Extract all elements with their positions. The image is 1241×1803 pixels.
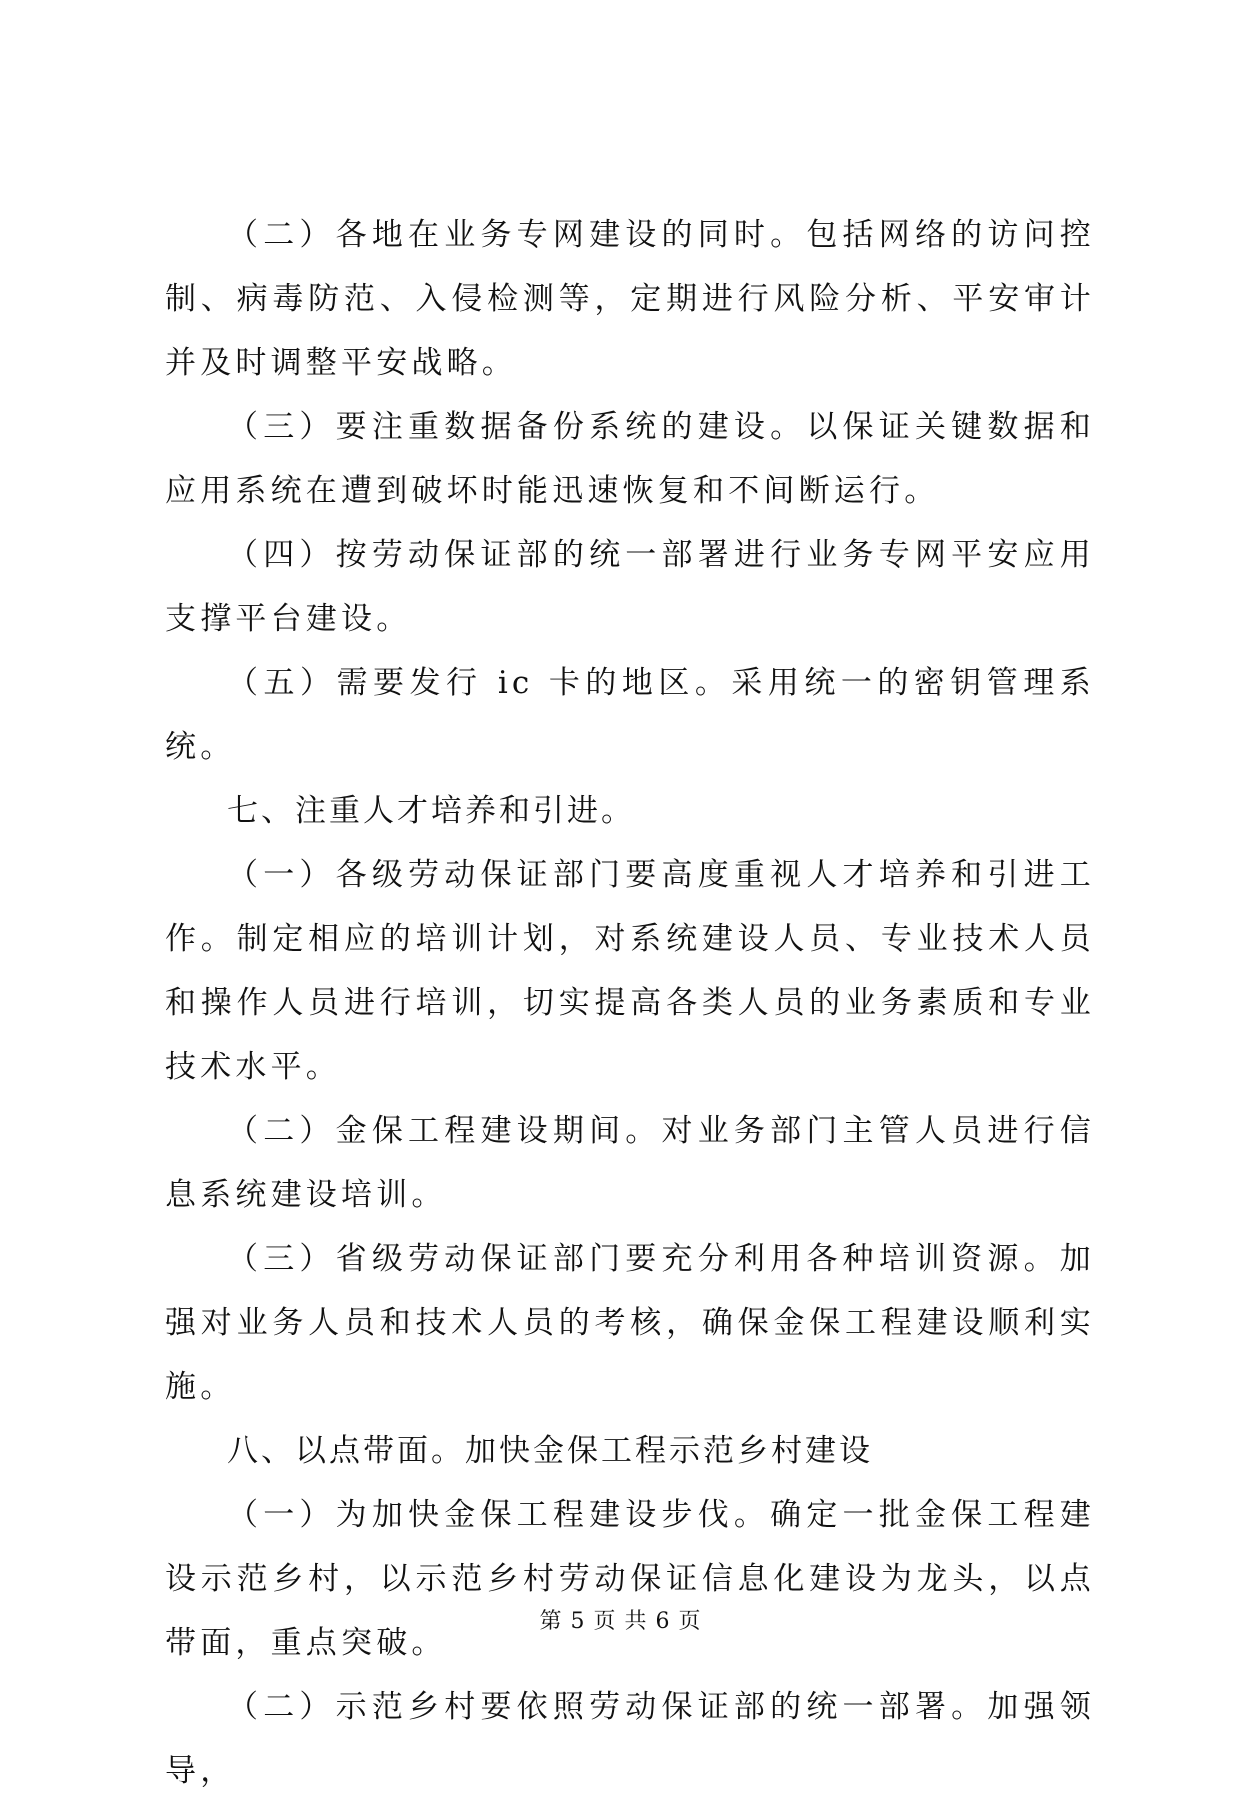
paragraph-4-support-platform: （四）按劳动保证部的统一部署进行业务专网平安应用支撑平台建设。 xyxy=(165,537,1095,637)
document-body xyxy=(165,203,1095,1803)
section-heading-8: 八、以点带面。加快金保工程示范乡村建设 xyxy=(227,1433,873,1469)
paragraph-3-data-backup: （三）要注重数据备份系统的建设。以保证关键数据和应用系统在遭到破坏时能迅速恢复和不间断运行。 xyxy=(165,409,1095,509)
paragraph-7-2-system-training: （二）金保工程建设期间。对业务部门主管人员进行信息系统建设培训。 xyxy=(165,1113,1095,1213)
paragraph-8-2-deployment: （二）示范乡村要依照劳动保证部的统一部署。加强领导， xyxy=(165,1689,1095,1789)
section-heading-7: 七、注重人才培养和引进。 xyxy=(227,793,635,829)
paragraph-7-3-training-resources: （三）省级劳动保证部门要充分利用各种培训资源。加强对业务人员和技术人员的考核，确保金保工程建设顺利实施。 xyxy=(165,1241,1095,1405)
paragraph-5-ic-card: （五）需要发行 ic 卡的地区。采用统一的密钥管理系统。 xyxy=(165,665,1095,765)
paragraph-8-1-demo-villages: （一）为加快金保工程建设步伐。确定一批金保工程建设示范乡村，以示范乡村劳动保证信息化建设为龙头，以点带面，重点突破。 xyxy=(165,1497,1095,1661)
paragraph-2-network-security: （二）各地在业务专网建设的同时。包括网络的访问控制、病毒防范、入侵检测等，定期进行风险分析、平安审计并及时调整平安战略。 xyxy=(165,217,1095,381)
paragraph-7-1-talent-training: （一）各级劳动保证部门要高度重视人才培养和引进工作。制定相应的培训计划，对系统建设人员、专业技术人员和操作人员进行培训，切实提高各类人员的业务素质和专业技术水平。 xyxy=(165,857,1095,1085)
page-number-footer: 第 5 页 共 6 页 xyxy=(539,1609,702,1634)
